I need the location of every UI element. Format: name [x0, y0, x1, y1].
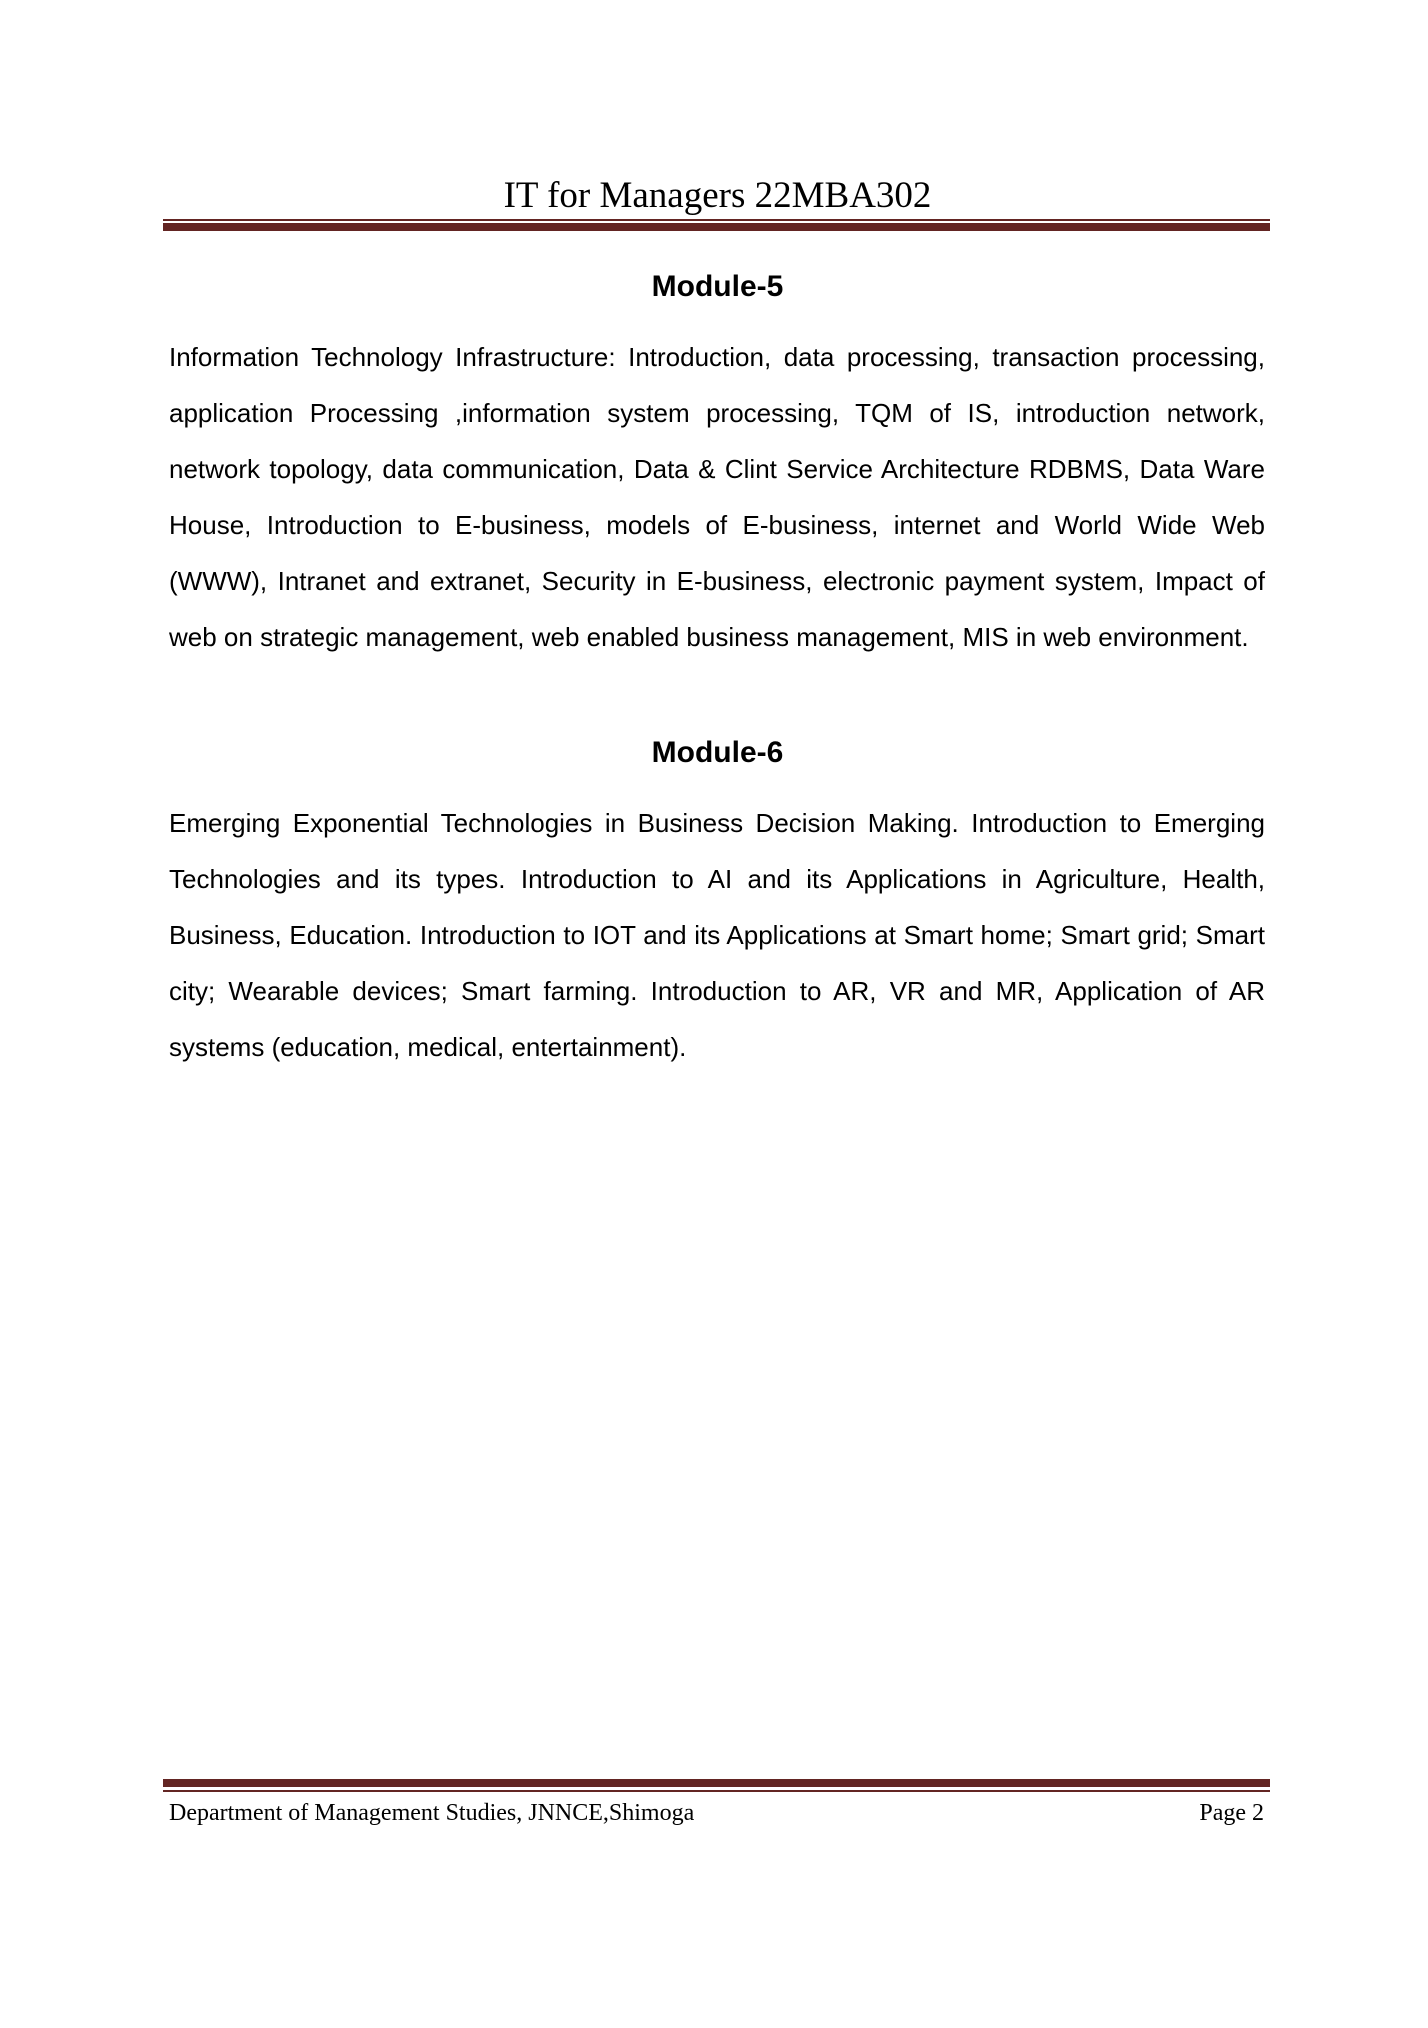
module-6-heading: Module-6	[651, 736, 784, 769]
header-rule-thick	[163, 223, 1270, 231]
footer-page-number: Page 2	[1199, 1800, 1264, 1826]
module-5-heading: Module-5	[651, 270, 784, 303]
footer-rule-thin	[163, 1790, 1270, 1792]
footer-department: Department of Management Studies, JNNCE,Shimoga	[169, 1800, 695, 1826]
module-5-text: Information Technology Infrastructure: Introduction, data processing, transaction processing, application Processing ,information system processing, TQM of IS, introduction network, network topology, data communication, Data & Clint Service Architecture RDBMS, Data Ware House, Introduction to E-business, models of E-business, internet and World Wide Web (WWW), Intranet and extranet, Security in E-business, electronic payment system, Impact of web on strategic management, web enabled business management, MIS in web environment.	[169, 342, 1265, 652]
page-header-title: IT for Managers 22MBA302	[503, 175, 932, 216]
footer-rule-thick	[163, 1779, 1270, 1787]
module-6-text: Emerging Exponential Technologies in Business Decision Making. Introduction to Emerging Technologies and its types. Introduction to AI and its Applications in Agriculture, Health, Business, Education. Introduction to IOT and its Applications at Smart home; Smart grid; Smart city; Wearable devices; Smart farming. Introduction to AR, VR and MR, Application of AR systems (education, medical, entertainment).	[169, 808, 1265, 1062]
header-rule-thin	[163, 219, 1270, 221]
